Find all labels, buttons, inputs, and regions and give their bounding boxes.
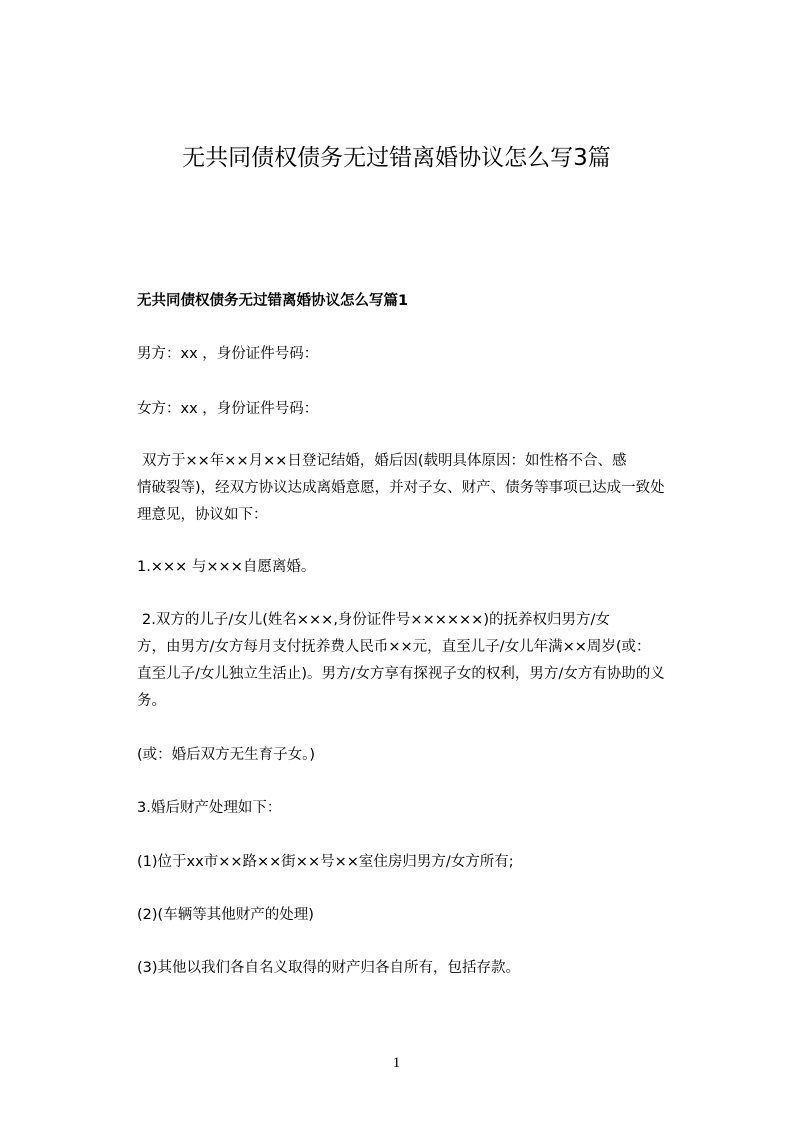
- text-line: (或：婚后双方无生育子女。): [137, 747, 316, 763]
- paragraph-item-3: [137, 955, 520, 982]
- text-line: 男方：xx ，身份证件号码：: [137, 346, 319, 362]
- text-line: 女方：xx ，身份证件号码：: [137, 401, 319, 417]
- paragraph-clause-2: [137, 607, 665, 715]
- text-line: 双方于××年××月××日登记结婚，婚后因(载明具体原因：如性格不合、感: [142, 453, 627, 469]
- section-heading: 无共同债权债务无过错离婚协议怎么写篇1: [137, 293, 409, 309]
- text-line: 方，由男方/女方每月支付抚养费人民币××元，直至儿子/女儿年满××周岁(或：: [137, 639, 651, 655]
- text-line: (3)其他以我们各自名义取得的财产归各自所有，包括存款。: [137, 960, 521, 976]
- paragraph-male-party: [137, 341, 318, 368]
- text-line: 理意见，协议如下：: [137, 507, 268, 523]
- text-line: 务。: [137, 693, 166, 709]
- text-line: 1.××× 与×××自愿离婚。: [137, 559, 316, 575]
- text-line: 2.双方的儿子/女儿(姓名×××,身份证件号××××××)的抚养权归男方/女: [142, 612, 610, 628]
- text-line: 情破裂等)，经双方协议达成离婚意愿，并对子女、财产、债务等事项已达成一致处: [137, 480, 665, 496]
- text-line: (2)(车辆等其他财产的处理): [137, 907, 314, 923]
- text-line: (1)位于xx市××路××街××号××室住房归男方/女方所有;: [137, 854, 514, 870]
- paragraph-clause-3: [137, 795, 281, 822]
- text-line: 3.婚后财产处理如下：: [137, 800, 282, 816]
- text-line: 直至儿子/女儿独立生活止)。男方/女方享有探视子女的权利，男方/女方有协助的义: [137, 666, 665, 682]
- document-title: 无共同债权债务无过错离婚协议怎么写3篇: [182, 145, 611, 171]
- paragraph-alternative: [137, 742, 315, 769]
- paragraph-intro: [137, 448, 665, 529]
- paragraph-item-2: [137, 902, 314, 929]
- page-number: 1: [392, 1055, 401, 1071]
- paragraph-female-party: [137, 396, 318, 423]
- paragraph-item-1: [137, 849, 514, 876]
- paragraph-clause-1: [137, 554, 315, 581]
